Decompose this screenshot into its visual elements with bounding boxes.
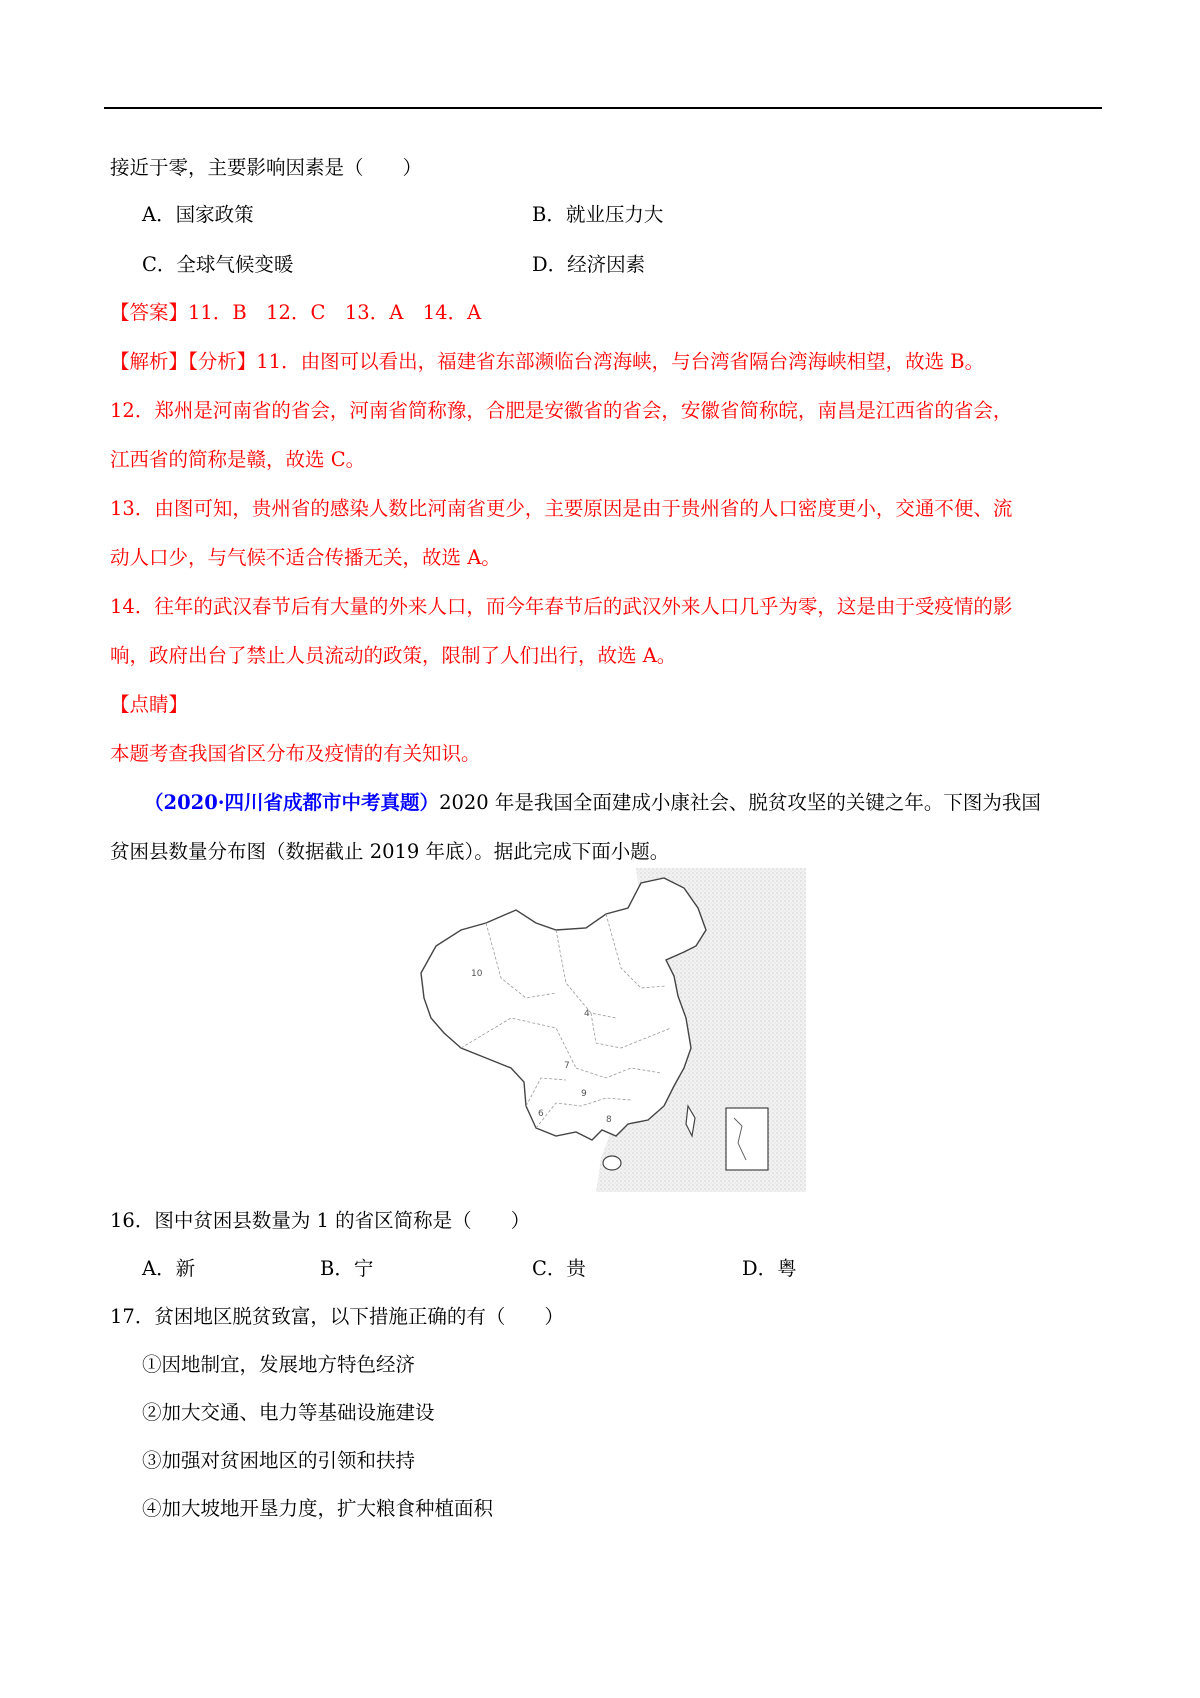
q15-option-d: D．经济因素 (532, 253, 646, 276)
label-xinjiang: 10 (471, 969, 483, 979)
label-gansu: 4 (584, 1009, 590, 1019)
q16-option-d: D．粤 (742, 1257, 797, 1280)
source-label: （2020·四川省成都市中考真题） (144, 791, 440, 814)
q15-option-a: A．国家政策 (142, 203, 254, 226)
header-rule (104, 107, 1102, 109)
q17-item-4: ④加大坡地开垦力度，扩大粮食种植面积 (142, 1497, 494, 1520)
analysis-q12-line1: 12．郑州是河南省的省会，河南省简称豫，合肥是安徽省的省会，安徽省简称皖，南昌是江西省的省会， (110, 399, 1013, 422)
q16-option-c: C．贵 (532, 1257, 586, 1280)
label-guangxi: 8 (606, 1115, 612, 1125)
dianjing-text: 本题考查我国省区分布及疫情的有关知识。 (110, 742, 481, 765)
analysis-q12-line2: 江西省的简称是赣，故选 C。 (110, 448, 366, 471)
analysis-q13-line1: 13．由图可知，贵州省的感染人数比河南省更少，主要原因是由于贵州省的人口密度更小，交通不便、流 (110, 497, 1013, 520)
q16-stem: 16．图中贫困县数量为 1 的省区简称是（ ） (110, 1209, 531, 1232)
analysis-q14-line1: 14．往年的武汉春节后有大量的外来人口，而今年春节后的武汉外来人口几乎为零，这是由于受疫情的影 (110, 595, 1013, 618)
south-china-sea-inset (726, 1108, 768, 1170)
q15-stem-tail: 接近于零，主要影响因素是（ ） (110, 156, 423, 179)
dianjing-label: 【点睛】 (110, 693, 189, 716)
q15-option-b: B．就业压力大 (532, 203, 664, 226)
intro-line1 (144, 790, 1041, 816)
analysis-q14-line2: 响，政府出台了禁止人员流动的政策，限制了人们出行，故选 A。 (110, 644, 677, 667)
hainan-island (603, 1156, 621, 1170)
analysis-q13-line2: 动人口少，与气候不适合传播无关，故选 A。 (110, 546, 501, 569)
label-guizhou: 9 (581, 1089, 587, 1099)
label-yunnan: 6 (538, 1109, 544, 1119)
q17-item-1: ①因地制宜，发展地方特色经济 (142, 1353, 416, 1376)
q16-option-a: A．新 (142, 1257, 196, 1280)
q17-stem: 17．贫困地区脱贫致富，以下措施正确的有（ ） (110, 1305, 564, 1328)
china-outline (421, 878, 706, 1140)
answer-line: 【答案】11．B 12．C 13．A 14．A (110, 301, 482, 324)
analysis-q11: 【解析】【分析】11．由图可以看出，福建省东部濒临台湾海峡，与台湾省隔台湾海峡相望，故选 B。 (110, 350, 985, 373)
q16-option-b: B．宁 (320, 1257, 374, 1280)
poverty-county-map (416, 868, 806, 1192)
china-map-image (416, 868, 806, 1192)
q17-item-2: ②加大交通、电力等基础设施建设 (142, 1401, 435, 1424)
intro-line1-rest: 2020 年是我国全面建成小康社会、脱贫攻坚的关键之年。下图为我国 (439, 791, 1041, 814)
q15-option-c: C．全球气候变暖 (142, 253, 294, 276)
q17-item-3: ③加强对贫困地区的引领和扶持 (142, 1449, 416, 1472)
intro-line2: 贫困县数量分布图（数据截止 2019 年底）。据此完成下面小题。 (110, 840, 670, 863)
label-sichuan: 7 (564, 1061, 570, 1071)
